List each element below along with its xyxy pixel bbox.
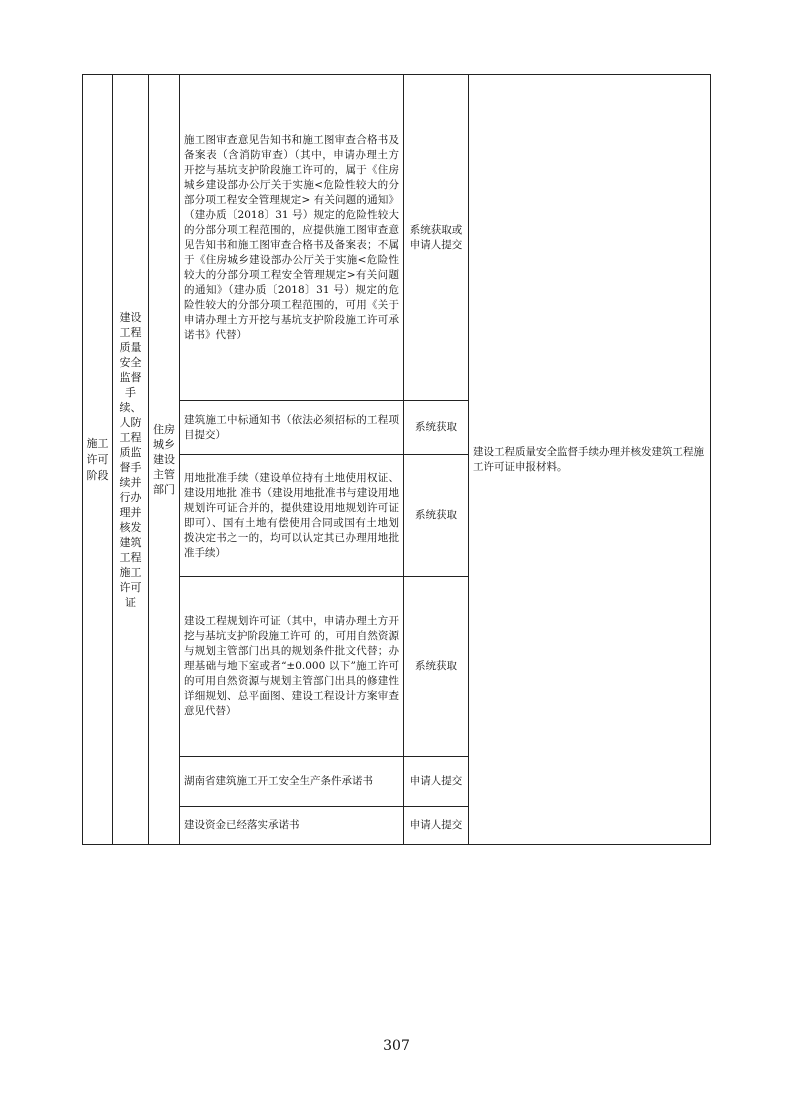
materials-table (82, 74, 711, 845)
material-text: 建设工程规划许可证（其中，申请办理土方开挖与基坑支护阶段施工许可 的，可用自然资源与规划主管部门出具的规划条件批文代替；办理基础与地下室或者“±0.000 以下”施工许可的可用自然资源与规划主管部门出具的修建性详细规划、总平面图、建设工程设计方案审查意见代替） (184, 615, 399, 717)
material-cell (180, 577, 404, 757)
stage-label: 施工许可阶段 (86, 436, 109, 482)
source-text: 系统获取 (415, 509, 457, 521)
item-label: 建设工程质量安全监督手续、人防工程质监督手续并行办理并核发建筑工程施工许可证 (119, 310, 142, 609)
source-cell (404, 75, 469, 401)
source-text: 系统获取或申请人提交 (409, 223, 463, 251)
material-cell (180, 455, 404, 577)
material-text: 用地批准手续（建设单位持有土地使用权证、建设用地批 准书（建设用地批准书与建设用地规划许可证合并的，提供建设用地规划许可证即可）、国有土地有偿使用合同或国有土地划拨决定书之一的，均可以认定其已办理用地批准手续） (184, 471, 399, 559)
remark-cell (469, 75, 711, 845)
source-text: 系统获取 (415, 660, 457, 672)
material-cell (180, 401, 404, 455)
remark-text: 建设工程质量安全监督手续办理并核发建筑工程施工许可证申报材料。 (473, 445, 704, 473)
department-cell (149, 75, 180, 845)
material-cell (180, 807, 404, 845)
materials-table-container (82, 74, 710, 845)
department-label: 住房城乡建设主管部门 (153, 423, 175, 496)
page-number: 307 (383, 1038, 410, 1054)
source-text: 系统获取 (415, 421, 457, 433)
material-text: 建筑施工中标通知书（依法必须招标的工程项目提交） (184, 413, 399, 441)
table-row (83, 75, 711, 401)
stage-cell (83, 75, 113, 845)
source-cell (404, 807, 469, 845)
source-cell (404, 401, 469, 455)
source-cell (404, 577, 469, 757)
material-text: 施工图审查意见告知书和施工图审查合格书及备案表（含消防审查）（其中，申请办理土方开挖与基坑支护阶段施工许可的，属于《住房城乡建设部办公厅关于实施<危险性较大的分部分项工程安全管理规定> 有关问题的通知》（建办质〔2018〕31 号）规定的危险性较大的分部分项工程范围的，应提供施工图审查意见告知书和施工图审查合格书及备案表；不属于《住房城乡建设部办公厅关于实施<危险性较大的分部分项工程安全管理规定>有关问题的通知》（建办质〔2018〕31 号）规定的危险性较大的分部分项工程范围的，可用《关于申请办理土方开挖与基坑支护阶段施工许可承诺书》代替） (184, 133, 399, 341)
material-cell (180, 75, 404, 401)
item-cell (113, 75, 149, 845)
source-cell (404, 455, 469, 577)
source-text: 申请人提交 (409, 819, 463, 831)
source-cell (404, 757, 469, 807)
material-cell (180, 757, 404, 807)
material-text: 建设资金已经落实承诺书 (184, 819, 300, 831)
source-text: 申请人提交 (409, 775, 463, 787)
material-text: 湖南省建筑施工开工安全生产条件承诺书 (184, 775, 373, 787)
